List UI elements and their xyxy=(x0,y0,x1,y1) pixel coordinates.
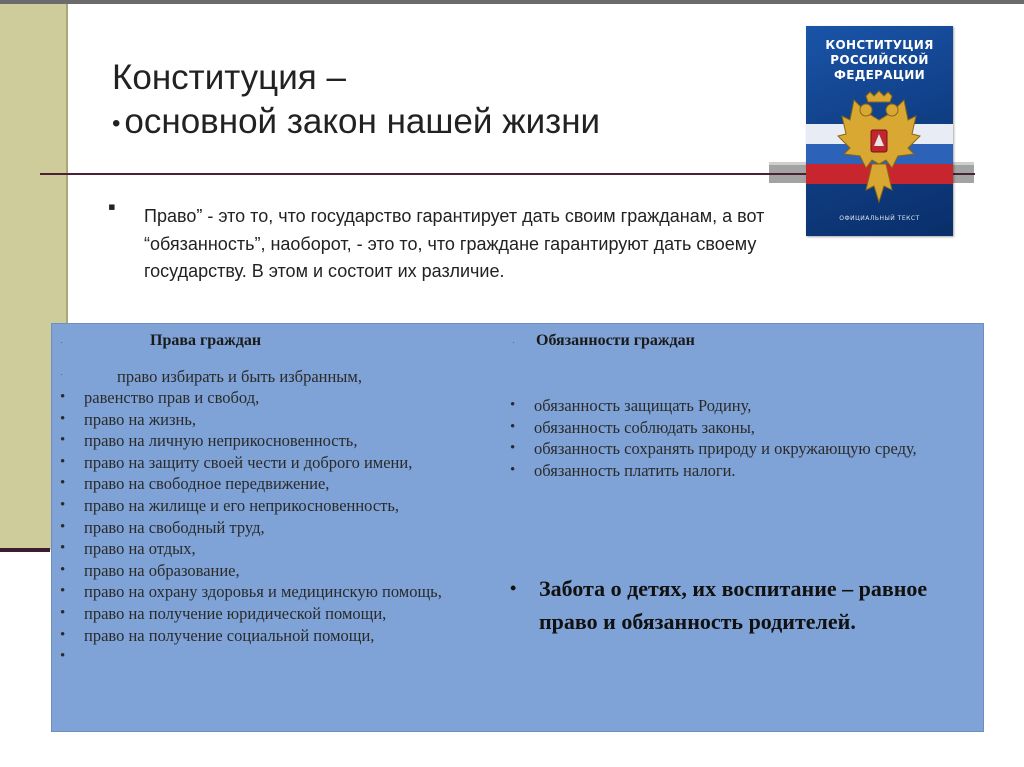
title-line-1: Конституция – xyxy=(112,58,346,97)
list-item: • право на жилище и его неприкосновенность, xyxy=(60,495,400,515)
rights-duties-table xyxy=(51,323,984,732)
rights-first-item: право избирать и быть избранным, xyxy=(117,367,362,386)
list-item: • право на отдых, xyxy=(60,539,196,559)
rights-first-marker: · xyxy=(60,370,63,379)
duties-header: Обязанности граждан xyxy=(536,332,695,349)
left-accent-mark xyxy=(0,548,50,552)
rights-header: Права граждан xyxy=(150,332,262,349)
list-item: • обязанность сохранять природу и окружающую среду, xyxy=(510,439,917,459)
list-item: • право на свободный труд, xyxy=(60,517,265,537)
slide-title xyxy=(112,56,600,146)
list-item: • право на жизнь, xyxy=(60,409,196,429)
book-subtitle: ОФИЦИАЛЬНЫЙ ТЕКСТ xyxy=(839,215,920,222)
list-item: • право на получение социальной помощи, xyxy=(60,625,375,645)
book-title: КОНСТИТУЦИЯ РОССИЙСКОЙ ФЕДЕРАЦИИ xyxy=(825,38,934,82)
duties-header-marker: · xyxy=(512,338,515,347)
list-item: • равенство прав и свобод, xyxy=(60,388,260,407)
rights-list: • равенство прав и свобод, • право на жизнь, • право на личную неприкосновенность, • право на защиту своей чести и доброго имени, • право на свободное передвижение, • право на жилище и его неприкосновенность, • право на свободный труд, • право на отдых, • право на образование, • право на охрану здоровья и медицинскую помощь, • право на получение юридической помощи, • право на получение социальной помощи, • xyxy=(60,387,500,646)
parents-note xyxy=(510,572,940,638)
list-item: • право на охрану здоровья и медицинскую помощь, xyxy=(60,582,442,602)
paragraph-bullet: ▪ xyxy=(108,194,116,219)
double-headed-eagle-icon xyxy=(836,90,922,210)
note-text: Забота о детях, их воспитание – равное право и обязанность родителей. xyxy=(539,576,928,634)
list-item: • обязанность защищать Родину, xyxy=(510,396,752,415)
title-line-2: основной закон нашей жизни xyxy=(124,102,601,141)
rights-header-marker: · xyxy=(60,338,63,347)
duties-list xyxy=(510,395,955,481)
list-item: • право на свободное передвижение, xyxy=(60,474,330,494)
list-item: • право на защиту своей чести и доброго имени, xyxy=(60,452,413,472)
note-bullet: • xyxy=(510,578,517,598)
list-item: • право на образование, xyxy=(60,560,240,580)
list-item: • право на получение юридической помощи, xyxy=(60,603,387,623)
list-item: • обязанность соблюдать законы, xyxy=(510,417,755,437)
title-bullet: • xyxy=(112,109,121,137)
intro-paragraph: Право” - это то, что государство гарантирует дать своим гражданам, а вот “обязанность”, наоборот, - это то, что граждане гарантируют дать своему государству. В этом и состоит их различие. xyxy=(144,206,765,281)
list-item: • обязанность платить налоги. xyxy=(510,460,736,480)
list-item: • право на личную неприкосновенность, xyxy=(60,431,358,451)
top-rule xyxy=(0,0,1024,4)
